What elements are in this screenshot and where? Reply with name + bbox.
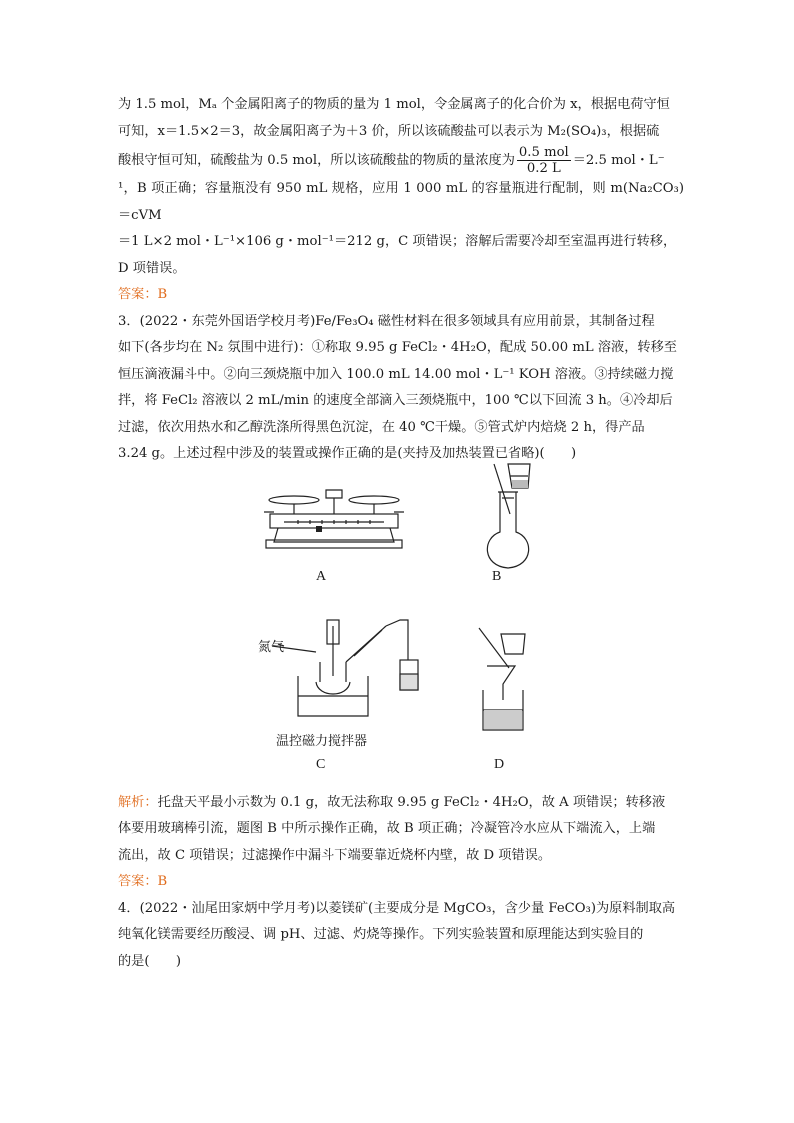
q2-text-line-2: 可知，x＝1.5×2＝3，故金属阳离子为＋3 价，所以该硫酸盐可以表示为 M₂(SO₄)₃，根据硫 (118, 123, 660, 139)
apparatus-figures (118, 476, 684, 786)
fraction-denominator: 0.2 L (526, 161, 561, 176)
q2-text-line-4: ¹，B 项正确；容量瓶没有 950 mL 规格，应用 1 000 mL 的容量瓶进行配制，则 m(Na₂CO₃)＝cVM (118, 181, 684, 223)
figure-c-nitrogen-label: 氮气 (258, 638, 285, 654)
analysis-line-1-text: 托盘天平最小示数为 0.1 g，故无法称取 9.95 g FeCl₂・4H₂O，故 A 项错误；转移液 (157, 794, 666, 810)
analysis-label: 解析： (118, 794, 158, 810)
figure-d-caption: D (494, 756, 505, 772)
q3-text-line-2: 如下(各步均在 N₂ 氛围中进行)：①称取 9.95 g FeCl₂・4H₂O，配成 50.00 mL 溶液，转移至 (118, 340, 677, 355)
figure-b-volumetric-flask (468, 462, 548, 572)
q2-text-line-6: D 项错误。 (118, 260, 186, 276)
q3-text-line-4: 拌，将 FeCl₂ 溶液以 2 mL/min 的速度全部滴入三颈烧瓶中，100 ℃以下回流 3 h。④冷却后 (118, 393, 673, 408)
q3-text-line-5: 过滤，依次用热水和乙醇洗涤所得黑色沉淀，在 40 ℃干燥。⑤管式炉内焙烧 2 h，得产品 (118, 419, 645, 435)
q3-text-line-3: 恒压滴液漏斗中。②向三颈烧瓶中加入 100.0 mL 14.00 mol・L⁻¹ KOH 溶液。③持续磁力搅 (118, 366, 674, 382)
q4-text-line-3: 的是( ) (118, 953, 182, 969)
figure-c-reflux-apparatus (258, 616, 428, 726)
figure-a-balance (264, 480, 404, 560)
q3-text-line-6: 3.24 g。上述过程中涉及的装置或操作正确的是(夹持及加热装置已省略)( ) (118, 446, 577, 461)
figure-a-caption: A (316, 568, 327, 584)
q2-text-line-3-pre: 酸根守恒可知，硫酸盐为 0.5 mol，所以该硫酸盐的物质的量浓度为 (118, 153, 515, 168)
q3-text-line-1: 3．(2022・东莞外国语学校月考)Fe/Fe₃O₄ 磁性材料在很多领域具有应用前景，其制备过程 (118, 313, 655, 329)
q2-text-line-3 (118, 145, 684, 176)
q2-text-line-5: ＝1 L×2 mol・L⁻¹×106 g・mol⁻¹＝212 g，C 项错误；溶解后需要冷却至室温再进行转移， (118, 234, 677, 249)
q2-answer: 答案：B (118, 287, 168, 302)
q3-analysis-line-3: 流出，故 C 项错误；过滤操作中漏斗下端要靠近烧杯内壁，故 D 项错误。 (118, 847, 552, 863)
figure-d-filtration (473, 626, 543, 736)
figure-c-stirrer-label: 温控磁力搅拌器 (276, 732, 368, 748)
q2-text-line-3-post: ＝2.5 mol・L⁻ (572, 153, 665, 168)
q4-text-line-2: 纯氧化镁需要经历酸浸、调 pH、过滤、灼烧等操作。下列实验装置和原理能达到实验目的 (118, 927, 644, 942)
fraction-numerator: 0.5 mol (518, 145, 569, 160)
document-page (118, 92, 684, 975)
q2-text-line-1: 为 1.5 mol，Mₐ 个金属阳离子的物质的量为 1 mol，令金属离子的化合价为 x，根据电荷守恒 (118, 97, 670, 112)
q3-analysis-line-1 (118, 790, 684, 817)
q3-analysis-line-2: 体要用玻璃棒引流，题图 B 中所示操作正确，故 B 项正确；冷凝管冷水应从下端流入，上端 (118, 821, 656, 836)
q3-answer: 答案：B (118, 874, 168, 889)
q4-text-line-1: 4．(2022・汕尾田家炳中学月考)以菱镁矿(主要成分是 MgCO₃，含少量 FeCO₃)为原料制取高 (118, 900, 676, 916)
figure-b-caption: B (492, 568, 502, 584)
concentration-fraction (517, 145, 571, 176)
figure-c-caption: C (316, 756, 326, 772)
